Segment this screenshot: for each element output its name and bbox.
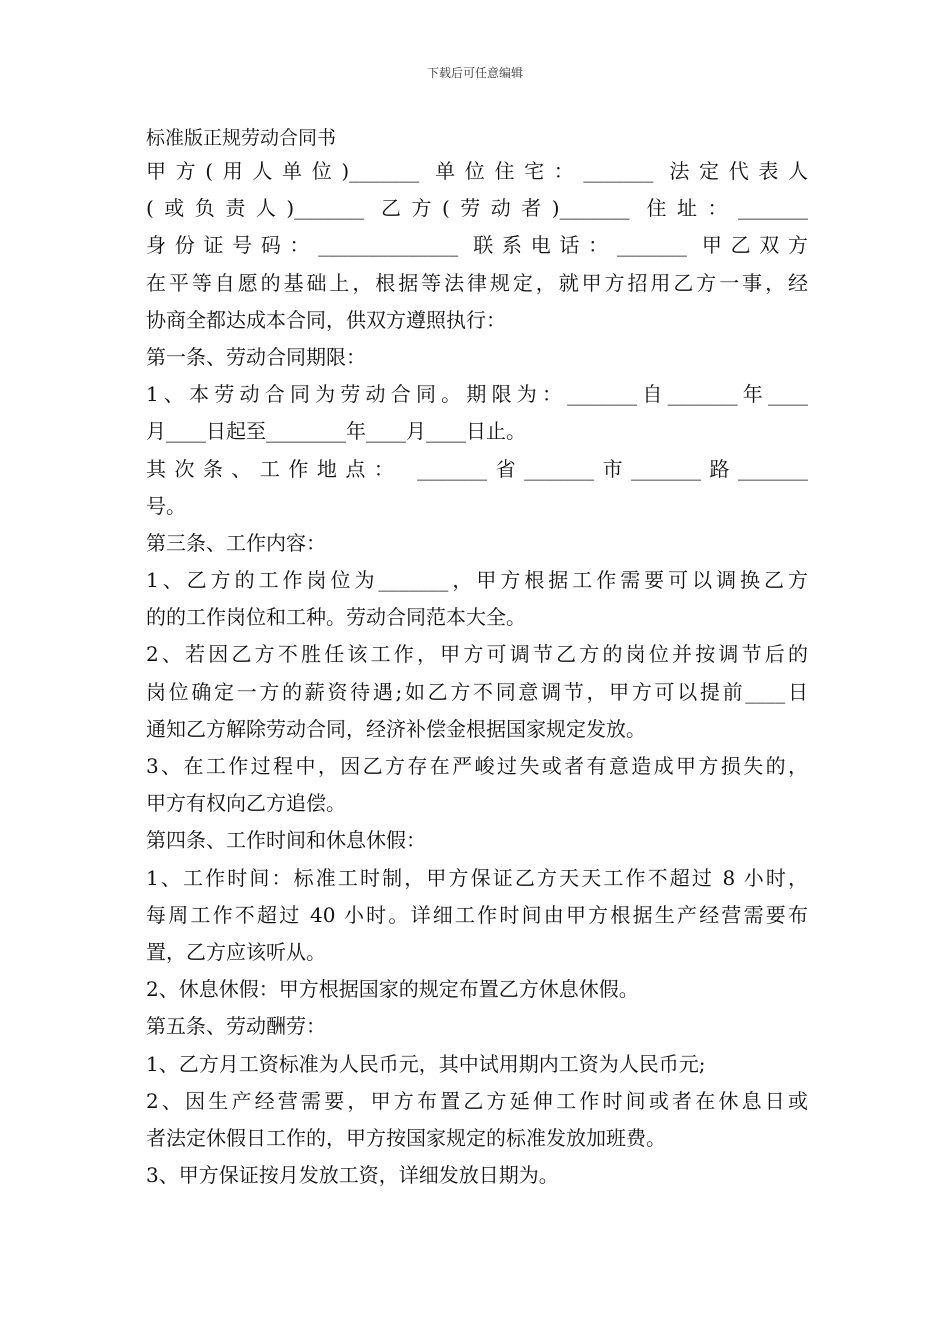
- contract-line: 1、工作时间：标准工时制，甲方保证乙方天天工作不超过 8 小时，: [146, 865, 808, 890]
- contract-line: 岗位确定一方的薪资待遇;如乙方不同意调节，甲方可以提前____日: [146, 679, 808, 704]
- contract-line: 2、若因乙方不胜任该工作，甲方可调节乙方的岗位并按调节后的: [146, 642, 808, 667]
- contract-line: 置，乙方应该听从。: [146, 939, 326, 964]
- contract-line: 3、甲方保证按月发放工资，详细发放日期为。: [146, 1163, 559, 1188]
- contract-line: 2、休息休假：甲方根据国家的规定布置乙方休息休假。: [146, 977, 639, 1002]
- contract-body: [146, 153, 808, 1194]
- contract-line: 通知乙方解除劳动合同，经济补偿金根据国家规定发放。: [146, 716, 646, 741]
- contract-line: 月____日起至________年____月____日止。: [146, 419, 526, 444]
- contract-line: 的的工作岗位和工种。劳动合同范本大全。: [146, 605, 526, 630]
- contract-line: 第三条、工作内容：: [146, 530, 326, 555]
- contract-line: 第四条、工作时间和休息休假：: [146, 828, 426, 853]
- contract-line: 者法定休假日工作的，甲方按国家规定的标准发放加班费。: [146, 1125, 666, 1150]
- contract-line: 1、本劳动合同为劳动合同。期限为：_______自_______年____: [146, 382, 808, 407]
- contract-line: 在平等自愿的基础上，根据等法律规定，就甲方招用乙方一事，经: [146, 270, 808, 295]
- contract-line: 1、乙方的工作岗位为_______，甲方根据工作需要可以调换乙方: [146, 568, 808, 593]
- document-title: 标准版正规劳动合同书: [146, 127, 337, 149]
- contract-line: (或负责人)_______ 乙方(劳动者)_______ 住址：_______: [146, 196, 808, 221]
- contract-line: 2、因生产经营需要，甲方布置乙方延伸工作时间或者在休息日或: [146, 1088, 808, 1113]
- contract-line: 甲方(用人单位)_______ 单位住宅：_______ 法定代表人: [146, 159, 808, 183]
- contract-line: 每周工作不超过 40 小时。详细工作时间由甲方根据生产经营需要布: [146, 902, 808, 927]
- contract-line: 号。: [146, 493, 186, 518]
- contract-line: 身份证号码：______________ 联系电话：_______ 甲乙双方: [146, 233, 808, 258]
- contract-line: 其次条、工作地点： _______省_______市_______路_______: [146, 456, 808, 481]
- contract-line: 1、乙方月工资标准为人民币元，其中试用期内工资为人民币元;: [146, 1051, 706, 1076]
- contract-line: 协商全都达成本合同，供双方遵照执行：: [146, 307, 506, 332]
- header-note: 下载后可任意编辑: [426, 66, 523, 80]
- contract-line: 第五条、劳动酬劳：: [146, 1014, 326, 1039]
- contract-line: 第一条、劳动合同期限：: [146, 344, 366, 369]
- contract-line: 甲方有权向乙方追偿。: [146, 791, 346, 816]
- contract-line: 3、在工作过程中，因乙方存在严峻过失或者有意造成甲方损失的，: [146, 754, 808, 778]
